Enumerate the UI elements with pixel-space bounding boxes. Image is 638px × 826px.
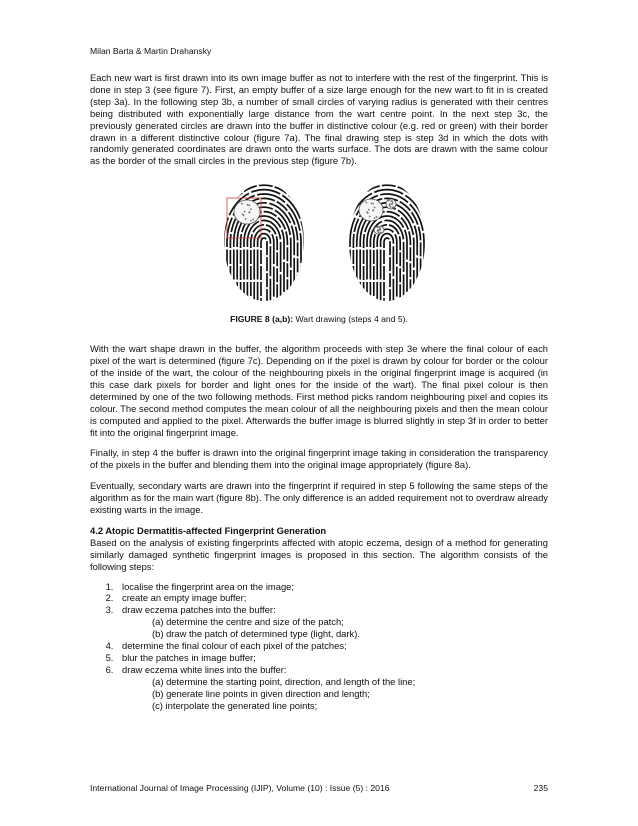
fingerprint-image-b — [343, 178, 431, 302]
sub-step-item — [152, 700, 548, 712]
wart-patch — [359, 199, 383, 221]
step-item — [116, 652, 548, 664]
body-text — [90, 72, 548, 712]
step-text: determine the final colour of each pixel of the patches; — [122, 640, 347, 652]
step-text: blur the patches in image buffer; — [122, 652, 256, 663]
step-item — [116, 664, 548, 712]
step-item — [116, 581, 548, 593]
sub-step-item — [152, 676, 548, 688]
running-header: Milan Barta & Martin Drahansky — [90, 46, 212, 56]
page-footer — [90, 783, 548, 793]
figure-caption-label: FIGURE 8 (a,b): — [230, 314, 294, 325]
sub-step-item — [152, 688, 548, 700]
step-item — [116, 592, 548, 604]
figure-caption — [90, 314, 548, 326]
ridge-lines — [343, 178, 431, 302]
sub-steps — [122, 676, 548, 712]
figure-caption-text: Wart drawing (steps 4 and 5). — [293, 314, 408, 325]
wart-patch — [234, 200, 260, 224]
sub-step-text: draw the patch of determined type (light, dark). — [166, 628, 360, 640]
sub-step-num: (a) — [152, 616, 164, 628]
sub-steps — [122, 616, 548, 640]
sub-step-item — [152, 616, 548, 628]
section-heading: 4.2 Atopic Dermatitis-affected Fingerprint Generation — [90, 524, 327, 536]
algorithm-steps — [90, 581, 548, 712]
sub-step-num: (a) — [152, 675, 164, 687]
page-number: 235 — [533, 783, 548, 793]
step-item — [116, 640, 548, 652]
paragraph-5: Based on the analysis of existing fingerprints affected with atopic eczema, design of a method for generating similarly damaged synthetic fingerprint images is proposed in this section. The algorithm consists of the following steps: — [90, 536, 548, 572]
step-text: draw eczema white lines into the buffer: — [122, 663, 287, 675]
figure-8 — [90, 178, 548, 304]
step-text: create an empty image buffer; — [122, 592, 247, 604]
sub-step-item — [152, 628, 548, 640]
sub-step-text: determine the starting point, direction, and length of the line; — [166, 675, 416, 687]
step-text: draw eczema patches into the buffer: — [122, 604, 276, 616]
fingerprint-image-a — [217, 178, 311, 302]
paragraph-2: With the wart shape drawn in the buffer, the algorithm proceeds with step 3e where the final colour of each pixel of the wart is determined (figure 7c). Depending on if the pixel is drawn by colour for border or the colour of the inside of the wart, the colour of the neighbouring pixels in the original fingerprint image is acquired (in this case dark pixels for border and light ones for the inside of the wart). The final pixel colour is then determined by one of the two following methods. First method picks random neighbouring pixel and copies its colour. The second method computes the mean colour of all the neighbouring pixels and then the mean colour is computed and applied to the pixel. Afterwards the buffer image is blurred slightly in step 3f in order to better fit into the original fingerprint image. — [90, 343, 548, 438]
sub-step-text: interpolate the generated line points; — [165, 699, 318, 711]
footer-journal: International Journal of Image Processing (IJIP), Volume (10) : Issue (5) : 2016 — [90, 783, 390, 793]
sub-step-text: determine the centre and size of the patch; — [166, 616, 344, 628]
ridge-lines — [217, 178, 311, 302]
step-item — [116, 604, 548, 640]
sub-step-num: (c) — [152, 699, 163, 711]
paragraph-1: Each new wart is first drawn into its own image buffer as not to interfere with the rest of the fingerprint. This is done in step 3 (see figure 7). First, an empty buffer of a size large enough for the new wart to fit in is created (step 3a). In the following step 3b, a number of small circles of varying radius is generated with their centres being distributed with exponentially large distance from the wart centre point. In the next step 3c, the previously generated circles are drawn into the buffer in distinctive colour (e.g. red or green) with their border drawn in a different distinctive colour (figure 7a). The final drawing step is step 3d in which the dots with randomly generated coordinates are drawn onto the warts surface. The dots are drawn with the same colour as the border of the small circles in the previous step (figure 7b). — [90, 72, 548, 167]
step-text: localise the fingerprint area on the image; — [122, 580, 294, 592]
sub-step-num: (b) — [152, 628, 164, 640]
paragraph-3: Finally, in step 4 the buffer is drawn into the original fingerprint image taking in consideration the transparency of the pixels in the buffer and blending them into the original image appropriately (figure 8a). — [90, 447, 548, 471]
sub-step-num: (b) — [152, 687, 164, 699]
paragraph-4: Eventually, secondary warts are drawn into the fingerprint if required in step 5 following the same steps of the algorithm as for the main wart (figure 8b). The only difference is an added requirement not to overdraw already existing warts in the image. — [90, 480, 548, 516]
sub-step-text: generate line points in given direction and length; — [166, 687, 370, 699]
